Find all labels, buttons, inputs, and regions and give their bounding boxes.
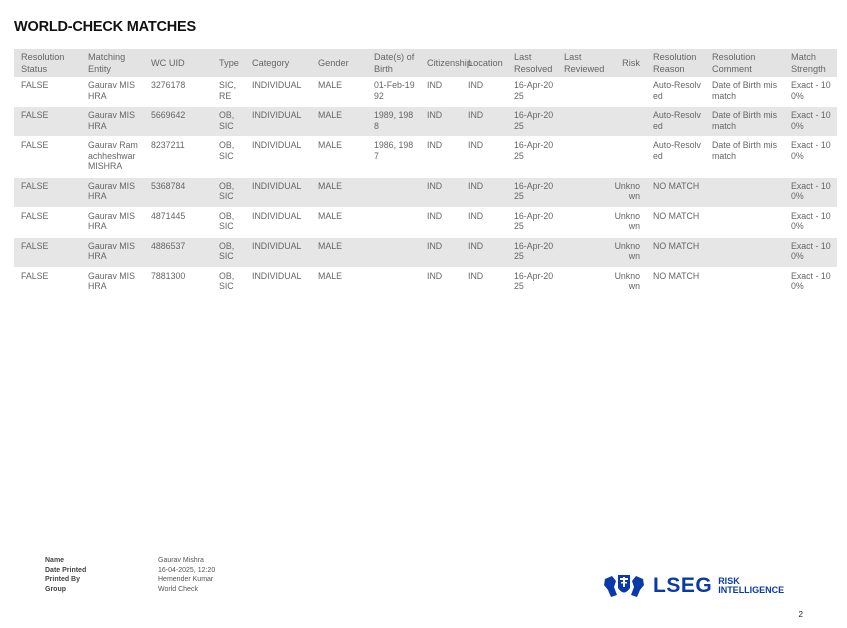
cell-dates-of-birth	[367, 237, 420, 267]
cell-last-resolved: 16-Apr-2025	[507, 267, 557, 297]
cell-match-strength: Exact - 100%	[784, 207, 837, 237]
cell-risk: Unknown	[602, 177, 646, 207]
cell-type: OB, SIC	[212, 137, 245, 178]
cell-risk	[602, 77, 646, 107]
col-resolution-reason: Resolution Reason	[646, 49, 705, 77]
cell-type: OB, SIC	[212, 177, 245, 207]
cell-last-reviewed	[557, 137, 602, 178]
cell-matching-entity: Gaurav Ramachheshwar MISHRA	[81, 137, 144, 178]
table-row	[14, 77, 837, 107]
cell-citizenship: IND	[420, 137, 461, 178]
meta-label: Name	[45, 557, 65, 564]
matches-table	[14, 49, 837, 297]
cell-risk	[602, 107, 646, 137]
table-row	[14, 267, 837, 297]
cell-type: OB, SIC	[212, 107, 245, 137]
col-dates-of-birth: Date(s) of Birth	[367, 49, 420, 77]
col-match-strength: Match Strength	[784, 49, 837, 77]
table-body	[14, 77, 837, 297]
cell-gender: MALE	[311, 267, 367, 297]
cell-match-strength: Exact - 100%	[784, 267, 837, 297]
col-resolution-comment: Resolution Comment	[705, 49, 784, 77]
cell-resolution-reason: NO MATCH	[646, 207, 705, 237]
meta-value: Gaurav Mishra	[158, 557, 204, 564]
cell-resolution-status: FALSE	[14, 177, 81, 207]
cell-resolution-status: FALSE	[14, 137, 81, 178]
cell-type: SIC, RE	[219, 80, 237, 101]
cell-category: INDIVIDUAL	[245, 107, 311, 137]
meta-row-group	[45, 585, 215, 595]
col-matching-entity: Matching Entity	[81, 49, 144, 77]
cell-matching-entity: Gaurav MISHRA	[81, 107, 144, 137]
cell-wc-uid: 5669642	[144, 107, 212, 137]
cell-matching-entity: Gaurav MISHRA	[81, 237, 144, 267]
cell-matching-entity: Gaurav MISHRA	[81, 207, 144, 237]
cell-category: INDIVIDUAL	[245, 207, 311, 237]
cell-resolution-status: FALSE	[14, 107, 81, 137]
meta-value: World Check	[158, 585, 198, 593]
table-row	[14, 207, 837, 237]
cell-risk	[602, 137, 646, 178]
col-resolution-status: Resolution Status	[14, 49, 81, 77]
cell-last-reviewed	[557, 207, 602, 237]
cell-resolution-reason: Auto-Resolved	[653, 80, 701, 101]
cell-dates-of-birth: 1986, 1987	[367, 137, 420, 178]
cell-location: IND	[461, 177, 507, 207]
cell-last-reviewed	[557, 177, 602, 207]
cell-citizenship: IND	[420, 207, 461, 237]
cell-last-resolved: 16-Apr-2025	[514, 80, 554, 101]
col-gender: Gender	[311, 49, 367, 77]
col-citizenship: Citizenship	[420, 49, 461, 77]
logo-wordmark: LSEG	[653, 574, 713, 597]
cell-dates-of-birth: 1989, 1988	[367, 107, 420, 137]
cell-resolution-reason: NO MATCH	[646, 177, 705, 207]
cell-category: INDIVIDUAL	[245, 137, 311, 178]
cell-location: IND	[461, 267, 507, 297]
cell-wc-uid: 7881300	[144, 267, 212, 297]
logo-subtitle-line2: INTELLIGENCE	[718, 585, 785, 595]
meta-label: Printed By	[45, 576, 81, 583]
cell-matching-entity: Gaurav MISHRA	[88, 80, 135, 101]
cell-wc-uid: 3276178	[151, 80, 186, 90]
meta-row-date-printed	[45, 566, 215, 576]
cell-resolution-comment: Date of Birth mismatch	[705, 107, 784, 137]
cell-dates-of-birth	[367, 177, 420, 207]
cell-last-resolved: 16-Apr-2025	[507, 237, 557, 267]
cell-citizenship: IND	[420, 237, 461, 267]
col-type: Type	[212, 49, 245, 77]
cell-citizenship: IND	[427, 80, 443, 90]
col-last-resolved: Last Resolved	[507, 49, 557, 77]
cell-risk: Unknown	[602, 207, 646, 237]
cell-type: OB, SIC	[212, 207, 245, 237]
cell-dates-of-birth	[367, 207, 420, 237]
col-category: Category	[245, 49, 311, 77]
cell-resolution-status: FALSE	[21, 80, 49, 90]
cell-citizenship: IND	[420, 267, 461, 297]
cell-location: IND	[461, 207, 507, 237]
cell-resolution-reason: NO MATCH	[646, 237, 705, 267]
cell-resolution-reason: Auto-Resolved	[646, 137, 705, 178]
logo-subtitle	[718, 577, 784, 596]
cell-citizenship: IND	[420, 107, 461, 137]
cell-resolution-status: FALSE	[14, 267, 81, 297]
cell-match-strength: Exact - 100%	[784, 177, 837, 207]
cell-risk: Unknown	[602, 267, 646, 297]
cell-match-strength: Exact - 100%	[784, 107, 837, 137]
table-row	[14, 137, 837, 178]
table-row	[14, 107, 837, 137]
cell-resolution-status: FALSE	[14, 237, 81, 267]
cell-matching-entity: Gaurav MISHRA	[81, 177, 144, 207]
col-risk: Risk	[602, 49, 646, 77]
cell-resolution-comment	[705, 267, 784, 297]
cell-last-reviewed	[557, 237, 602, 267]
cell-resolution-reason: NO MATCH	[646, 267, 705, 297]
cell-resolution-comment	[705, 237, 784, 267]
meta-value: 16-04-2025, 12:20	[158, 566, 216, 574]
cell-resolution-reason: Auto-Resolved	[646, 107, 705, 137]
cell-match-strength: Exact - 100%	[791, 80, 831, 101]
cell-wc-uid: 5368784	[144, 177, 212, 207]
cell-gender: MALE	[311, 237, 367, 267]
cell-wc-uid: 4886537	[144, 237, 212, 267]
meta-row-printed-by	[45, 575, 215, 585]
cell-category: INDIVIDUAL	[245, 267, 311, 297]
cell-category: INDIVIDUAL	[252, 80, 302, 90]
table-row	[14, 237, 837, 267]
cell-gender: MALE	[311, 207, 367, 237]
cell-wc-uid: 8237211	[144, 137, 212, 178]
cell-matching-entity: Gaurav MISHRA	[81, 267, 144, 297]
cell-citizenship: IND	[420, 177, 461, 207]
page-number: 2	[798, 610, 803, 619]
meta-label: Group	[45, 585, 66, 593]
cell-location: IND	[461, 137, 507, 178]
cell-last-reviewed	[557, 267, 602, 297]
cell-gender: MALE	[318, 80, 342, 90]
cell-resolution-comment	[705, 177, 784, 207]
col-last-reviewed: Last Reviewed	[557, 49, 602, 77]
cell-dates-of-birth: 01-Feb-1992	[374, 80, 415, 101]
table-header-row	[14, 49, 837, 77]
cell-resolution-comment	[705, 207, 784, 237]
cell-last-resolved: 16-Apr-2025	[507, 177, 557, 207]
meta-label: Date Printed	[45, 566, 87, 574]
cell-match-strength: Exact - 100%	[784, 137, 837, 178]
cell-location: IND	[461, 107, 507, 137]
cell-last-resolved: 16-Apr-2025	[507, 107, 557, 137]
logo-subtitle-line1: RISK	[718, 575, 740, 586]
cell-gender: MALE	[311, 137, 367, 178]
cell-type: OB, SIC	[212, 267, 245, 297]
cell-resolution-comment: Date of Birth mismatch	[712, 80, 778, 101]
cell-location: IND	[461, 237, 507, 267]
print-metadata	[45, 556, 215, 594]
lseg-logo	[603, 573, 784, 599]
cell-resolution-comment: Date of Birth mismatch	[705, 137, 784, 178]
cell-location: IND	[468, 80, 484, 90]
cell-type: OB, SIC	[212, 237, 245, 267]
table-row	[14, 177, 837, 207]
meta-value: Hemender Kumar	[158, 576, 214, 583]
cell-resolution-status: FALSE	[14, 207, 81, 237]
lion-crest-icon	[603, 573, 645, 599]
cell-category: INDIVIDUAL	[245, 177, 311, 207]
cell-gender: MALE	[311, 107, 367, 137]
cell-category: INDIVIDUAL	[245, 237, 311, 267]
cell-match-strength: Exact - 100%	[784, 237, 837, 267]
col-wc-uid: WC UID	[144, 49, 212, 77]
cell-last-resolved: 16-Apr-2025	[507, 207, 557, 237]
cell-wc-uid: 4871445	[144, 207, 212, 237]
cell-gender: MALE	[311, 177, 367, 207]
col-location: Location	[461, 49, 507, 77]
cell-last-resolved: 16-Apr-2025	[507, 137, 557, 178]
cell-dates-of-birth	[367, 267, 420, 297]
cell-last-reviewed	[557, 107, 602, 137]
cell-last-reviewed	[557, 77, 602, 107]
meta-row-name	[45, 556, 215, 566]
page-title: WORLD-CHECK MATCHES	[14, 19, 196, 35]
cell-risk: Unknown	[602, 237, 646, 267]
